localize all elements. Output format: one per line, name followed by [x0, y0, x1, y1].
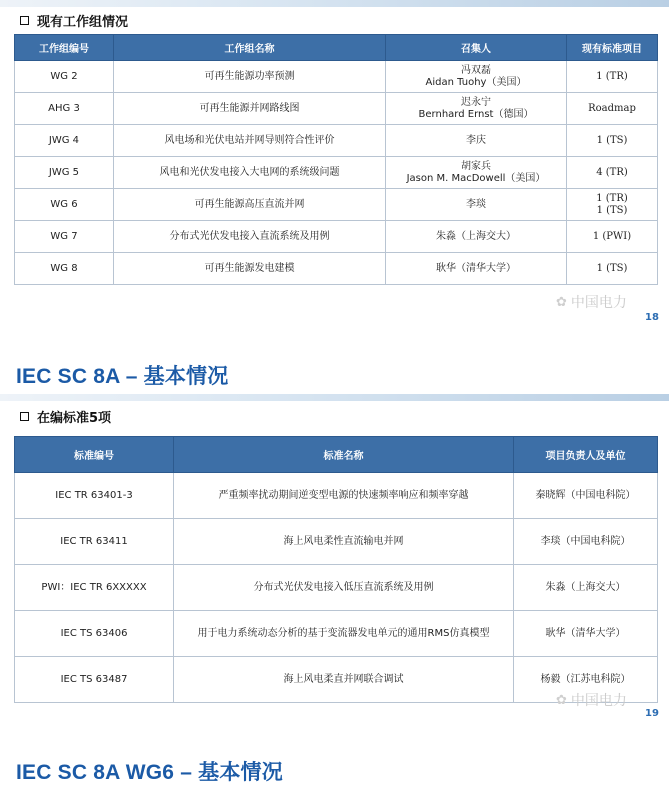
wg-convener: 李庆 [386, 125, 567, 157]
wg-id: AHG 3 [15, 93, 114, 125]
wg-convener: 朱淼（上海交大） [386, 221, 567, 253]
wg-name: 可再生能源高压直流并网 [114, 189, 386, 221]
table-row [15, 93, 658, 125]
standard-id: PWI：IEC TR 6XXXXX [15, 565, 174, 611]
table-row [15, 565, 658, 611]
wg-convener: 冯双磊 Aidan Tuohy（美国） [386, 61, 567, 93]
column-header: 现有标准项目 [567, 35, 658, 61]
wg-name: 可再生能源并网路线图 [114, 93, 386, 125]
wg-convener: 迟永宁 Bernhard Ernst（德国） [386, 93, 567, 125]
slide-sc8a-overview [0, 334, 669, 722]
table-header-row [15, 35, 658, 61]
column-header: 工作组名称 [114, 35, 386, 61]
wg-projects: 4 (TR) [567, 157, 658, 189]
section-heading [20, 407, 111, 426]
standard-lead: 耿华（清华大学） [514, 611, 658, 657]
wg-id: WG 2 [15, 61, 114, 93]
wg-id: WG 6 [15, 189, 114, 221]
slide-working-groups [0, 0, 669, 334]
wg-projects: 1 (TR) [567, 61, 658, 93]
column-header: 召集人 [386, 35, 567, 61]
section-title: 在编标准5项 [37, 411, 112, 426]
wg-projects: 1 (PWI) [567, 221, 658, 253]
slide-title: IEC SC 8A – 基本情况 [16, 365, 229, 388]
table-row [15, 519, 658, 565]
standard-lead: 杨毅（江苏电科院） [514, 657, 658, 703]
watermark [556, 690, 627, 710]
wg-id: JWG 4 [15, 125, 114, 157]
wg-projects: 1 (TR) 1 (TS) [567, 189, 658, 221]
standard-id: IEC TS 63406 [15, 611, 174, 657]
table-row [15, 157, 658, 189]
standard-name: 用于电力系统动态分析的基于变流器发电单元的通用RMS仿真模型 [174, 611, 514, 657]
column-header: 项目负责人及单位 [514, 437, 658, 473]
wg-name: 可再生能源发电建模 [114, 253, 386, 285]
wg-convener: 胡家兵 Jason M. MacDowell（美国） [386, 157, 567, 189]
section-heading [20, 11, 128, 30]
standard-name: 分布式光伏发电接入低压直流系统及用例 [174, 565, 514, 611]
standard-id: IEC TR 63411 [15, 519, 174, 565]
header-decoration [0, 394, 669, 401]
working-groups-table [14, 34, 658, 285]
standard-id: IEC TS 63487 [15, 657, 174, 703]
standard-lead: 李琰（中国电科院） [514, 519, 658, 565]
header-decoration [0, 0, 669, 7]
wg-projects: 1 (TS) [567, 253, 658, 285]
column-header: 标准名称 [174, 437, 514, 473]
wechat-icon: ✿ [556, 294, 567, 310]
table-row [15, 125, 658, 157]
wg-name: 分布式光伏发电接入直流系统及用例 [114, 221, 386, 253]
table-row [15, 253, 658, 285]
wg-projects: Roadmap [567, 93, 658, 125]
standard-lead: 朱淼（上海交大） [514, 565, 658, 611]
standards-table [14, 436, 658, 703]
watermark [556, 292, 627, 312]
wechat-icon: ✿ [556, 692, 567, 708]
section-title: 现有工作组情况 [37, 15, 129, 30]
standard-name: 海上风电柔直并网联合调试 [174, 657, 514, 703]
table-row [15, 61, 658, 93]
wg-convener: 李琰 [386, 189, 567, 221]
page-number: 19 [645, 708, 659, 719]
wg-id: WG 8 [15, 253, 114, 285]
page-number: 18 [645, 312, 659, 323]
wg-name: 风电场和光伏电站并网导则符合性评价 [114, 125, 386, 157]
table-row [15, 221, 658, 253]
table-header-row [15, 437, 658, 473]
checkbox-square-icon [20, 16, 29, 25]
standard-name: 严重频率扰动期间逆变型电源的快速频率响应和频率穿越 [174, 473, 514, 519]
table-row [15, 189, 658, 221]
wg-convener: 耿华（清华大学） [386, 253, 567, 285]
slide-wg6-overview [0, 722, 669, 795]
standard-lead: 秦晓辉（中国电科院） [514, 473, 658, 519]
standard-name: 海上风电柔性直流输电并网 [174, 519, 514, 565]
wg-name: 可再生能源功率预测 [114, 61, 386, 93]
wg-projects: 1 (TS) [567, 125, 658, 157]
watermark-text: 中国电力 [570, 295, 627, 311]
standard-id: IEC TR 63401-3 [15, 473, 174, 519]
watermark-text: 中国电力 [570, 693, 627, 709]
column-header: 标准编号 [15, 437, 174, 473]
column-header: 工作组编号 [15, 35, 114, 61]
slide-title: IEC SC 8A WG6 – 基本情况 [16, 761, 283, 784]
wg-id: JWG 5 [15, 157, 114, 189]
wg-name: 风电和光伏发电接入大电网的系统级问题 [114, 157, 386, 189]
wg-id: WG 7 [15, 221, 114, 253]
checkbox-square-icon [20, 412, 29, 421]
table-row [15, 611, 658, 657]
table-row [15, 473, 658, 519]
